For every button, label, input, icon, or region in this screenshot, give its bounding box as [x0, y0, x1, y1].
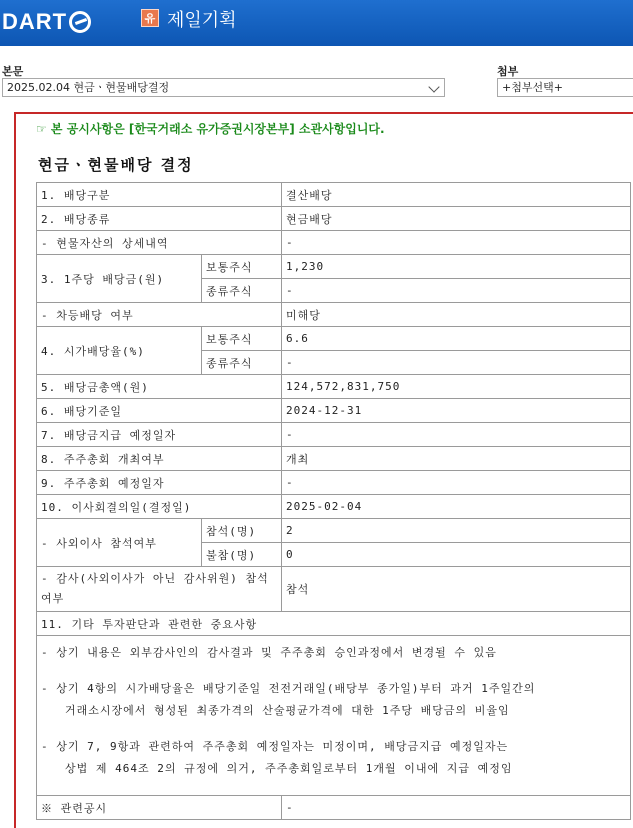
note-line: - 상기 7, 9항과 관련하여 주주총회 예정일자는 미정이며, 배당금지급 예정일자는: [41, 740, 509, 753]
row-value: 124,572,831,750: [282, 375, 631, 399]
row-value: -: [282, 351, 631, 375]
row-value: 2: [282, 519, 631, 543]
table-row: [37, 327, 631, 351]
row-label: - 차등배당 여부: [37, 303, 282, 327]
document-title: 현금ㆍ현물배당 결정: [38, 156, 194, 174]
table-row: [37, 796, 631, 820]
logo-text: DART: [2, 9, 68, 34]
dividend-table: [36, 182, 631, 820]
row-label: ※ 관련공시: [37, 796, 282, 820]
document-frame: [14, 112, 633, 828]
table-row: [37, 375, 631, 399]
row-value: -: [282, 423, 631, 447]
note-line: 상법 제 464조 2의 규정에 의거, 주주총회일로부터 1개월 이내에 지급 예정임: [65, 762, 513, 775]
table-row: [37, 399, 631, 423]
row-value: -: [282, 796, 631, 820]
row-sublabel: 종류주식: [202, 351, 282, 375]
company-market-badge: 유: [141, 9, 159, 27]
row-value: 참석: [282, 567, 631, 612]
row-value: 현금배당: [282, 207, 631, 231]
row-label: 9. 주주총회 예정일자: [37, 471, 282, 495]
row-label: 10. 이사회결의일(결정일): [37, 495, 282, 519]
table-row: [37, 303, 631, 327]
table-row: [37, 231, 631, 255]
table-row: [37, 447, 631, 471]
row-sublabel: 참석(명): [202, 519, 282, 543]
row-label: 3. 1주당 배당금(원): [37, 255, 202, 303]
row-value: 6.6: [282, 327, 631, 351]
note-line: 거래소시장에서 형성된 최종가격의 산술평균가격에 대한 1주당 배당금의 비율임: [65, 704, 510, 717]
table-row: [37, 567, 631, 612]
row-value: -: [282, 279, 631, 303]
important-notes: [37, 636, 631, 796]
row-value: 2024-12-31: [282, 399, 631, 423]
row-value: 개최: [282, 447, 631, 471]
row-value: 2025-02-04: [282, 495, 631, 519]
note-line: - 상기 내용은 외부감사인의 감사결과 및 주주총회 승인과정에서 변경될 수 있음: [41, 646, 497, 659]
row-label: 1. 배당구분: [37, 183, 282, 207]
table-row: [37, 207, 631, 231]
table-row: [37, 636, 631, 796]
row-label: 2. 배당종류: [37, 207, 282, 231]
row-value: 미해당: [282, 303, 631, 327]
table-row: [37, 423, 631, 447]
attach-select-value: +첨부선택+: [502, 81, 563, 94]
row-label: - 현물자산의 상세내역: [37, 231, 282, 255]
row-sublabel: 보통주식: [202, 327, 282, 351]
table-row: [37, 519, 631, 543]
row-label: - 사외이사 참석여부: [37, 519, 202, 567]
row-sublabel: 종류주식: [202, 279, 282, 303]
row-label: 11. 기타 투자판단과 관련한 중요사항: [37, 612, 631, 636]
dart-logo[interactable]: [2, 8, 91, 36]
disclosure-notice: ☞ 본 공시사항은 [한국거래소 유가증권시장본부] 소관사항입니다.: [36, 122, 385, 136]
row-label: 7. 배당금지급 예정일자: [37, 423, 282, 447]
body-select[interactable]: [2, 78, 445, 97]
company-name: 제일기획: [167, 10, 237, 31]
row-label: 8. 주주총회 개최여부: [37, 447, 282, 471]
row-value: 0: [282, 543, 631, 567]
row-value: -: [282, 471, 631, 495]
row-value: 1,230: [282, 255, 631, 279]
row-label: 5. 배당금총액(원): [37, 375, 282, 399]
header-bar: [0, 0, 633, 46]
row-value: -: [282, 231, 631, 255]
attach-select[interactable]: [497, 78, 633, 97]
note-line: - 상기 4항의 시가배당율은 배당기준일 전전거래일(배당부 종가일)부터 과거 1주일간의: [41, 682, 536, 695]
body-label: 본문: [2, 65, 24, 78]
table-row: [37, 471, 631, 495]
row-label: 4. 시가배당율(%): [37, 327, 202, 375]
table-row: [37, 183, 631, 207]
attach-label: 첨부: [497, 65, 519, 78]
table-row: [37, 495, 631, 519]
row-value: 결산배당: [282, 183, 631, 207]
table-row: [37, 612, 631, 636]
row-sublabel: 불참(명): [202, 543, 282, 567]
dart-logo-icon: [69, 11, 91, 33]
row-sublabel: 보통주식: [202, 255, 282, 279]
body-select-value: 2025.02.04 현금ㆍ현물배당결정: [7, 81, 170, 94]
row-label: - 감사(사외이사가 아닌 감사위원) 참석여부: [37, 567, 282, 612]
row-label: 6. 배당기준일: [37, 399, 282, 423]
table-row: [37, 255, 631, 279]
chevron-down-icon: [428, 81, 439, 92]
